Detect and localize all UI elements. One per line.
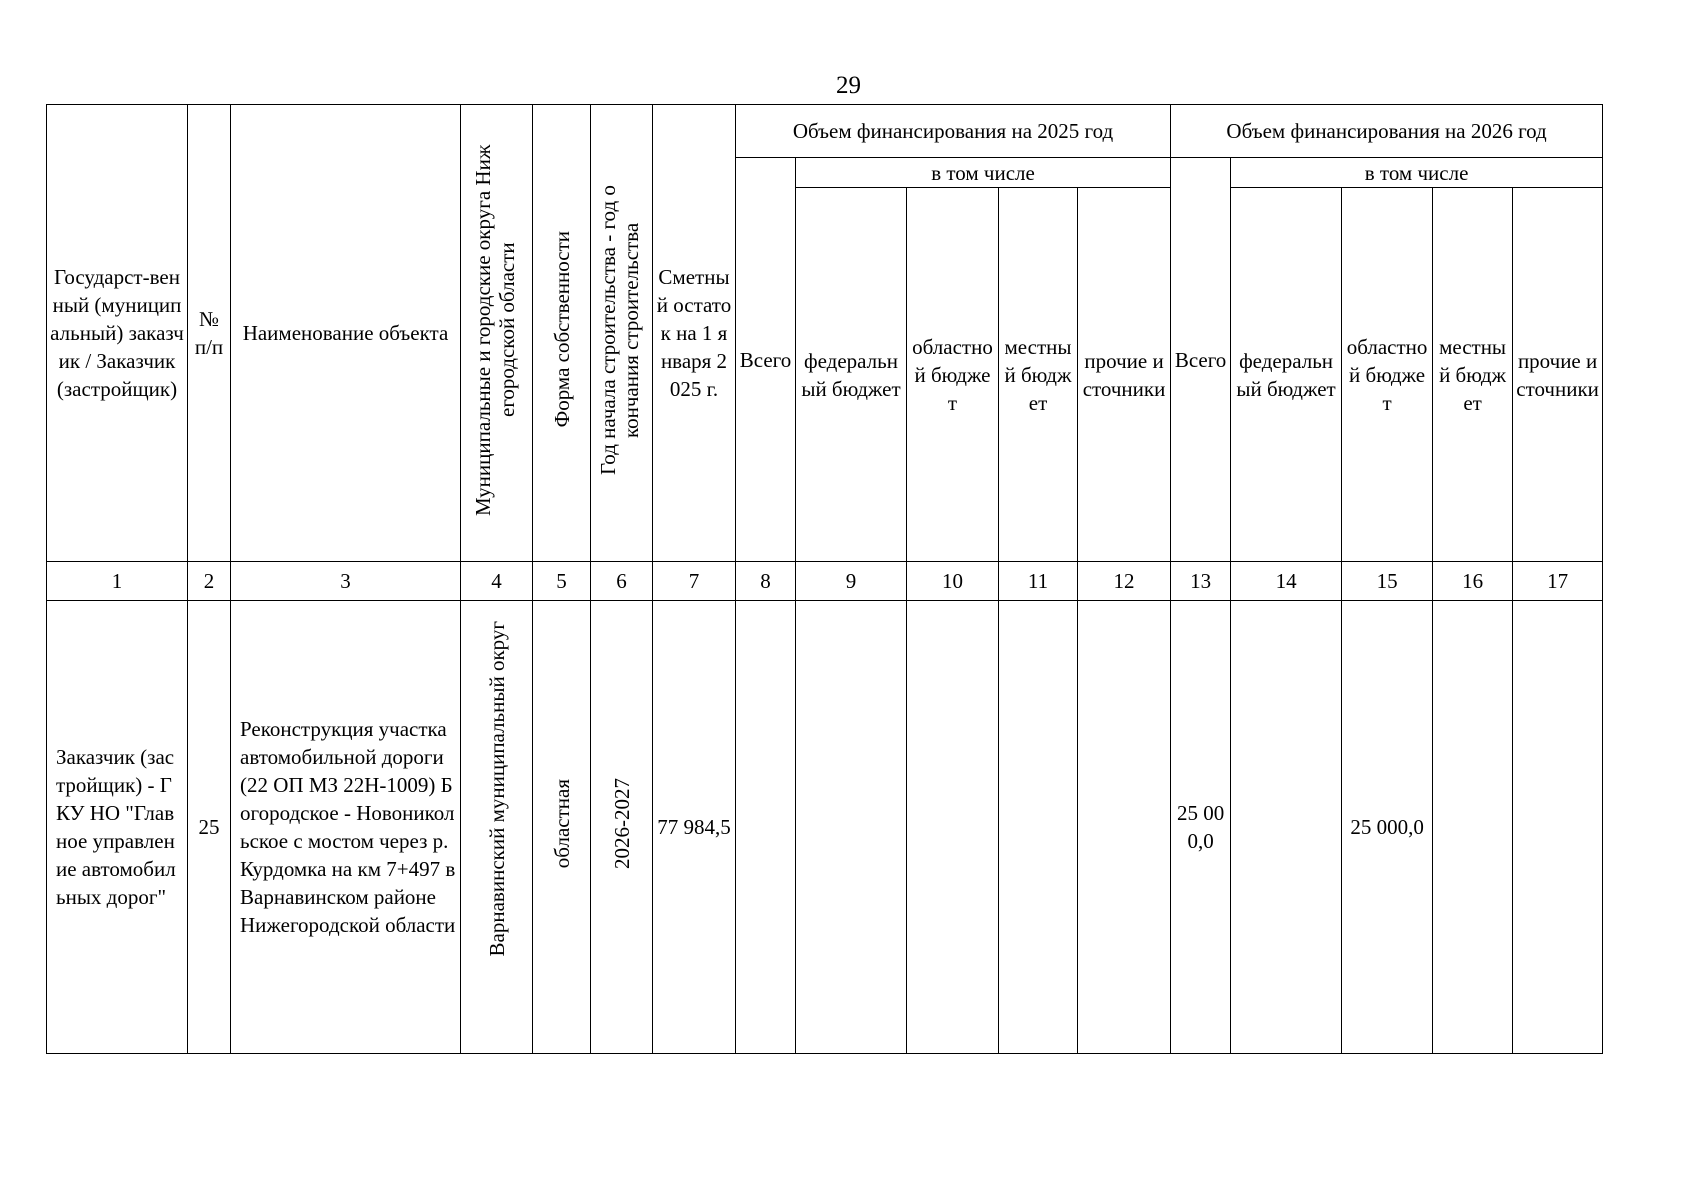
- header-federal-2025: федеральный бюджет: [796, 188, 907, 562]
- cell-years-text: 2026-2027: [609, 778, 634, 869]
- column-number: 10: [907, 562, 999, 601]
- column-number: 12: [1078, 562, 1171, 601]
- header-years: [591, 105, 653, 562]
- column-number: 2: [188, 562, 231, 601]
- header-other-2025: прочие источники: [1078, 188, 1171, 562]
- header-financing-2026: Объем финансирования на 2026 год: [1171, 105, 1603, 158]
- cell-federal-2026: [1231, 601, 1342, 1054]
- column-number: 6: [591, 562, 653, 601]
- header-row-years: [47, 105, 1603, 158]
- cell-federal-2025: [796, 601, 907, 1054]
- cell-years: [591, 601, 653, 1054]
- cell-estimate-remainder: 77 984,5: [653, 601, 736, 1054]
- column-number: 9: [796, 562, 907, 601]
- header-regional-2026: областной бюджет: [1342, 188, 1433, 562]
- cell-regional-2025: [907, 601, 999, 1054]
- header-years-text: Год начала строительства - год окончания строительства: [595, 184, 643, 475]
- column-number: 17: [1513, 562, 1603, 601]
- column-number-row: [47, 562, 1603, 601]
- header-total-2026: Всего: [1171, 158, 1231, 562]
- header-customer: Государст-венный (муниципальный) заказчик / Заказчик (застройщик): [47, 105, 188, 562]
- column-number: 8: [736, 562, 796, 601]
- cell-number: 25: [188, 601, 231, 1054]
- header-object-name: Наименование объекта: [231, 105, 461, 562]
- table-row: [47, 601, 1603, 1054]
- column-number: 3: [231, 562, 461, 601]
- column-number: 14: [1231, 562, 1342, 601]
- header-municipality-text: Муниципальные и городские округа Нижегородской области: [470, 143, 519, 516]
- header-ownership-text: Форма собственности: [549, 231, 574, 428]
- header-total-2025: Всего: [736, 158, 796, 562]
- cell-regional-2026: 25 000,0: [1342, 601, 1433, 1054]
- cell-other-2026: [1513, 601, 1603, 1054]
- cell-total-2026: 25 000,0: [1171, 601, 1231, 1054]
- header-regional-2025: областной бюджет: [907, 188, 999, 562]
- header-including-2026: в том числе: [1231, 158, 1603, 188]
- cell-municipality-text: Варнавинский муниципальный округ: [484, 621, 509, 957]
- column-number: 5: [533, 562, 591, 601]
- cell-local-2025: [999, 601, 1078, 1054]
- cell-other-2025: [1078, 601, 1171, 1054]
- header-financing-2025: Объем финансирования на 2025 год: [736, 105, 1171, 158]
- cell-municipality: [461, 601, 533, 1054]
- financing-table: [46, 104, 1603, 1054]
- header-including-2025: в том числе: [796, 158, 1171, 188]
- cell-ownership-text: областная: [549, 778, 574, 869]
- cell-customer: Заказчик (застройщик) - ГКУ НО "Главное управление автомобильных дорог": [47, 601, 188, 1054]
- column-number: 4: [461, 562, 533, 601]
- header-local-2025: местный бюджет: [999, 188, 1078, 562]
- header-ownership: [533, 105, 591, 562]
- column-number: 16: [1433, 562, 1513, 601]
- header-number: № п/п: [188, 105, 231, 562]
- column-number: 13: [1171, 562, 1231, 601]
- header-estimate-remainder: Сметный остаток на 1 января 2025 г.: [653, 105, 736, 562]
- column-number: 11: [999, 562, 1078, 601]
- column-number: 7: [653, 562, 736, 601]
- column-number: 15: [1342, 562, 1433, 601]
- header-other-2026: прочие источники: [1513, 188, 1603, 562]
- page-number: 29: [836, 72, 861, 99]
- cell-local-2026: [1433, 601, 1513, 1054]
- cell-object-name: Реконструкция участка автомобильной дороги (22 ОП МЗ 22Н-1009) Богородское - Новоникольское с мостом через р. Курдомка на км 7+497 в Варнавинском районе Нижегородской области: [231, 601, 461, 1054]
- column-number: 1: [47, 562, 188, 601]
- header-federal-2026: федеральный бюджет: [1231, 188, 1342, 562]
- header-local-2026: местный бюджет: [1433, 188, 1513, 562]
- cell-total-2025: [736, 601, 796, 1054]
- header-municipality: [461, 105, 533, 562]
- cell-ownership: [533, 601, 591, 1054]
